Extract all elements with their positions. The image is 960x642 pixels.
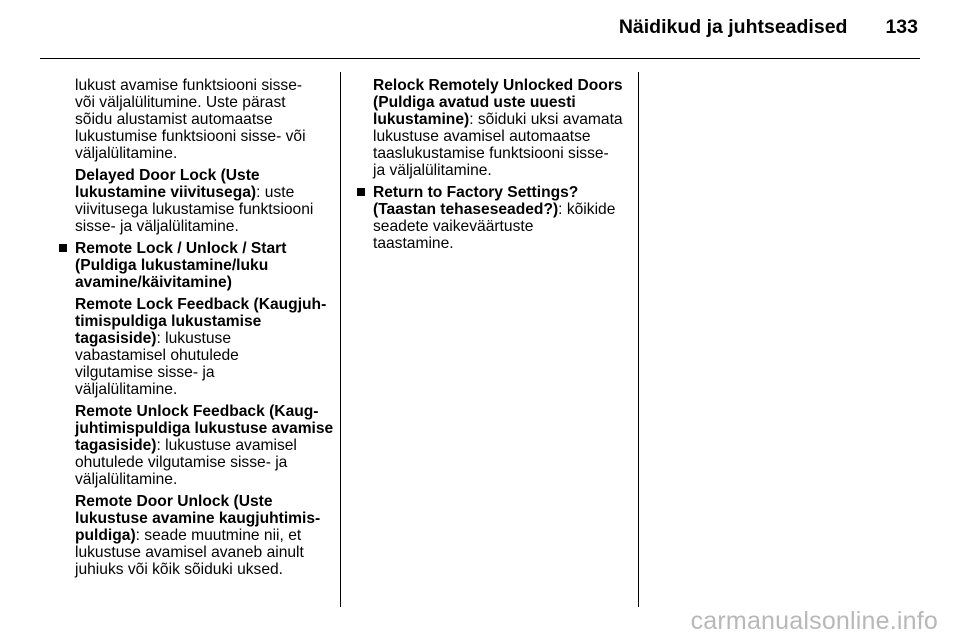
setting-description: : lukustuse vabastamisel ohutulede vilgutamise sisse- ja väljalülitamine. [75,329,239,399]
watermark: carmanualsonline.info [690,607,938,635]
setting-description: : lukustuse avamisel ohutulede vilgutamise sisse- ja väljalülitamine. [75,436,297,489]
section-description: : kõikide seadete vaikeväärtuste taastamine. [373,201,616,253]
setting-description: : seade muutmine nii, et lukustuse avamisel avaneb ainult juhiuks või kõik sõiduki uksed. [75,526,304,579]
paragraph-remote-unlock-feedback [75,403,340,488]
column-divider [340,72,341,607]
bullet-item-factory-settings [373,184,633,252]
paragraph-remote-lock-feedback [75,296,340,399]
text-column-middle [373,77,633,257]
column-divider [638,72,639,607]
header-rule [40,58,920,59]
paragraph-remote-door-unlock [75,493,340,578]
setting-term: Remote Unlock Feedback (Kaug- juhtimispuldiga lukustuse avamise tagasiside) [75,402,334,454]
setting-description: : uste viivitusega lukustamise funktsiooni sisse- ja väljalülitamine. [75,184,314,236]
paragraph-delayed-door-lock [75,167,340,235]
paragraph-text: lukust avamise funktsiooni sisse- või väljalülitumine. Uste pärast sõidu alustamist automaatse lukustumise funktsiooni sisse- või väljalülitamine. [75,77,306,163]
paragraph-intro [75,77,340,162]
text-column-left [75,77,340,583]
section-term: Return to Factory Settings? (Taastan tehaseseaded?) [373,184,579,219]
setting-term: Relock Remotely Unlocked Doors (Puldiga avatud uste uuesti lukustamine) [373,77,623,129]
setting-term: Remote Door Unlock (Uste lukustuse avamine kaugjuhtimis- puldiga) [75,492,321,544]
page-header [0,16,918,39]
setting-description: : sõiduki uksi avamata lukustuse avamisel automaatse taaslukustamise funktsiooni sisse- ja väljalülitamine. [373,111,623,180]
page-number: 133 [885,16,918,38]
setting-term: Remote Lock Feedback (Kaugjuh- timispuldiga lukustamise tagasiside) [75,295,327,347]
section-term: Remote Lock / Unlock / Start (Puldiga lukustamine/luku avamine/käivitamine) [75,239,287,292]
paragraph-relock-remotely [373,77,633,180]
bullet-item-remote-lock [75,240,340,291]
bullet-square-icon [59,244,67,252]
page-title: Näidikud ja juhtseadised [618,16,848,38]
bullet-square-icon [357,188,365,196]
setting-term: Delayed Door Lock (Uste lukustamine viivitusega) [75,166,260,202]
